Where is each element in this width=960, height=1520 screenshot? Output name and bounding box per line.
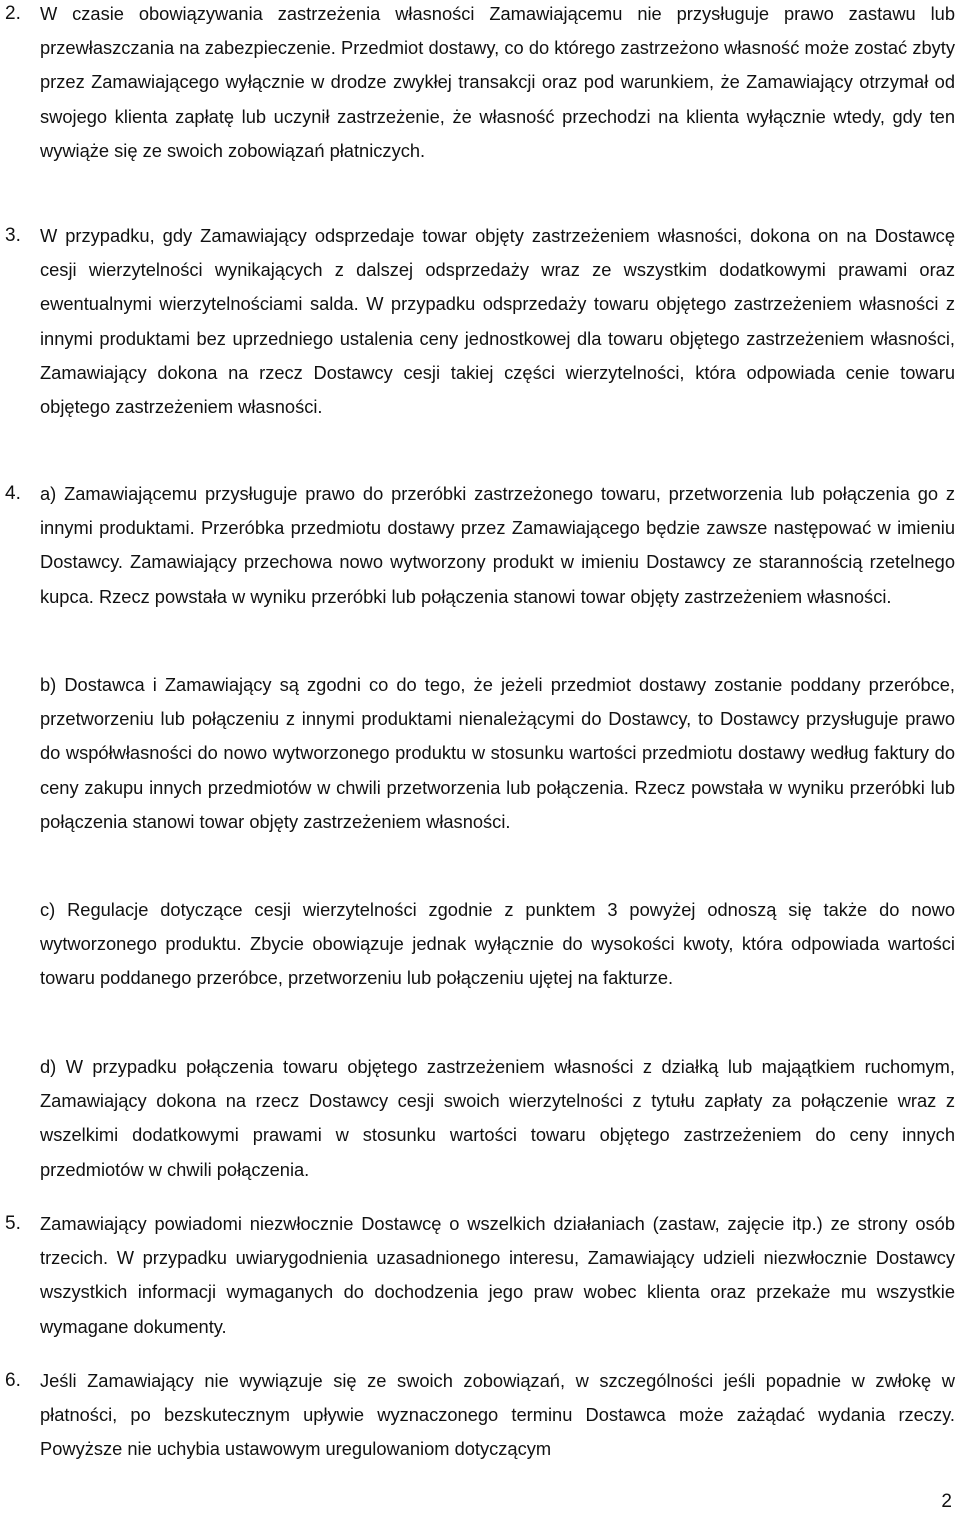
section-number: 6. <box>5 1370 21 1391</box>
section-text: W czasie obowiązywania zastrzeżenia własności Zamawiającemu nie przysługuje prawo zastawu lub przewłaszczania na zabezpieczenie. Przedmiot dostawy, co do którego zastrzeżono własność może zostać zbyty przez Zamawiającego wyłącznie w drodze zwykłej transakcji oraz pod warunkiem, że Zamawiający otrzymał od swojego klienta zapłatę lub uczynił zastrzeżenie, że własność przechodzi na klienta wyłącznie wtedy, gdy ten wywiąże się ze swoich zobowiązań płatniczych. <box>40 3 955 161</box>
page-number: 2 <box>941 1491 952 1512</box>
section-text: b) Dostawca i Zamawiający są zgodni co do tego, że jeżeli przedmiot dostawy zostanie poddany przeróbce, przetworzeniu lub połączeniu z innymi produktami nienależącymi do Dostawcy, to Dostawcy przysługuje prawo do współwłasności do nowo wytworzonego produktu w stosunku wartości przedmiotu dostawy według faktury do ceny zakupu innych przedmiotów w chwili przetworzenia lub połączenia. Rzecz powstała w wyniku przeróbki lub połączenia stanowi towar objęty zastrzeżeniem własności. <box>40 674 955 832</box>
section-5 <box>0 1207 960 1344</box>
section-text: Jeśli Zamawiający nie wywiązuje się ze swoich zobowiązań, w szczególności jeśli popadnie w zwłokę w płatności, po bezskutecznym upływie wyznaczonego terminu Dostawca może zażądać wydania rzeczy. Powyższe nie uchybia ustawowym uregulowaniom dotyczącym <box>40 1370 955 1460</box>
section-number: 3. <box>5 225 21 246</box>
section-4a <box>0 477 960 614</box>
section-3 <box>0 219 960 424</box>
section-text: Zamawiający powiadomi niezwłocznie Dostawcę o wszelkich działaniach (zastaw, zajęcie itp.) ze strony osób trzecich. W przypadku uwiarygodnienia uzasadnionego interesu, Zamawiający udzieli niezwłocznie Dostawcy wszystkich informacji wymaganych do dochodzenia jego praw wobec klienta oraz przekaże mu wszystkie wymagane dokumenty. <box>40 1213 955 1337</box>
section-4b <box>0 668 960 839</box>
section-text: W przypadku, gdy Zamawiający odsprzedaje towar objęty zastrzeżeniem własności, dokona on na Dostawcę cesji wierzytelności wynikających z dalszej odsprzedaży wraz ze wszystkim dodatkowymi prawami oraz ewentualnymi wierzytelnościami salda. W przypadku odsprzedaży towaru objętego zastrzeżeniem własności z innymi produktami bez uprzedniego ustalenia ceny jednostkowej dla towaru objętego zastrzeżeniem własności, Zamawiający dokona na rzecz Dostawcy cesji takiej części wierzytelności, która odpowiada cenie towaru objętego zastrzeżeniem własności. <box>40 225 955 418</box>
section-number: 5. <box>5 1213 21 1234</box>
section-text: a) Zamawiającemu przysługuje prawo do przeróbki zastrzeżonego towaru, przetworzenia lub połączenia go z innymi produktami. Przeróbka przedmiotu dostawy przez Zamawiającego będzie zawsze następować w imieniu Dostawcy. Zamawiający przechowa nowo wytworzony produkt w imieniu Dostawcy ze starannością rzetelnego kupca. Rzecz powstała w wyniku przeróbki lub połączenia stanowi towar objęty zastrzeżeniem własności. <box>40 483 955 607</box>
section-text: d) W przypadku połączenia towaru objętego zastrzeżeniem własności z działką lub mająątkiem ruchomym, Zamawiający dokona na rzecz Dostawcy cesji swoich wierzytelności z tytułu zapłaty za połączenie wraz z wszelkimi dodatkowymi prawami w stosunku wartości towaru objętego zastrzeżeniem do ceny innych przedmiotów w chwili połączenia. <box>40 1056 955 1180</box>
section-6 <box>0 1364 960 1467</box>
section-text: c) Regulacje dotyczące cesji wierzytelności zgodnie z punktem 3 powyżej odnoszą się także do nowo wytworzonego produktu. Zbycie obowiązuje jednak wyłącznie do wysokości kwoty, która odpowiada wartości towaru poddanego przeróbce, przetworzeniu lub połączeniu ujętej na fakturze. <box>40 899 955 989</box>
section-2 <box>0 0 960 168</box>
section-number: 4. <box>5 483 21 504</box>
section-4d <box>0 1050 960 1187</box>
section-4c <box>0 893 960 996</box>
section-number: 2. <box>5 3 21 24</box>
